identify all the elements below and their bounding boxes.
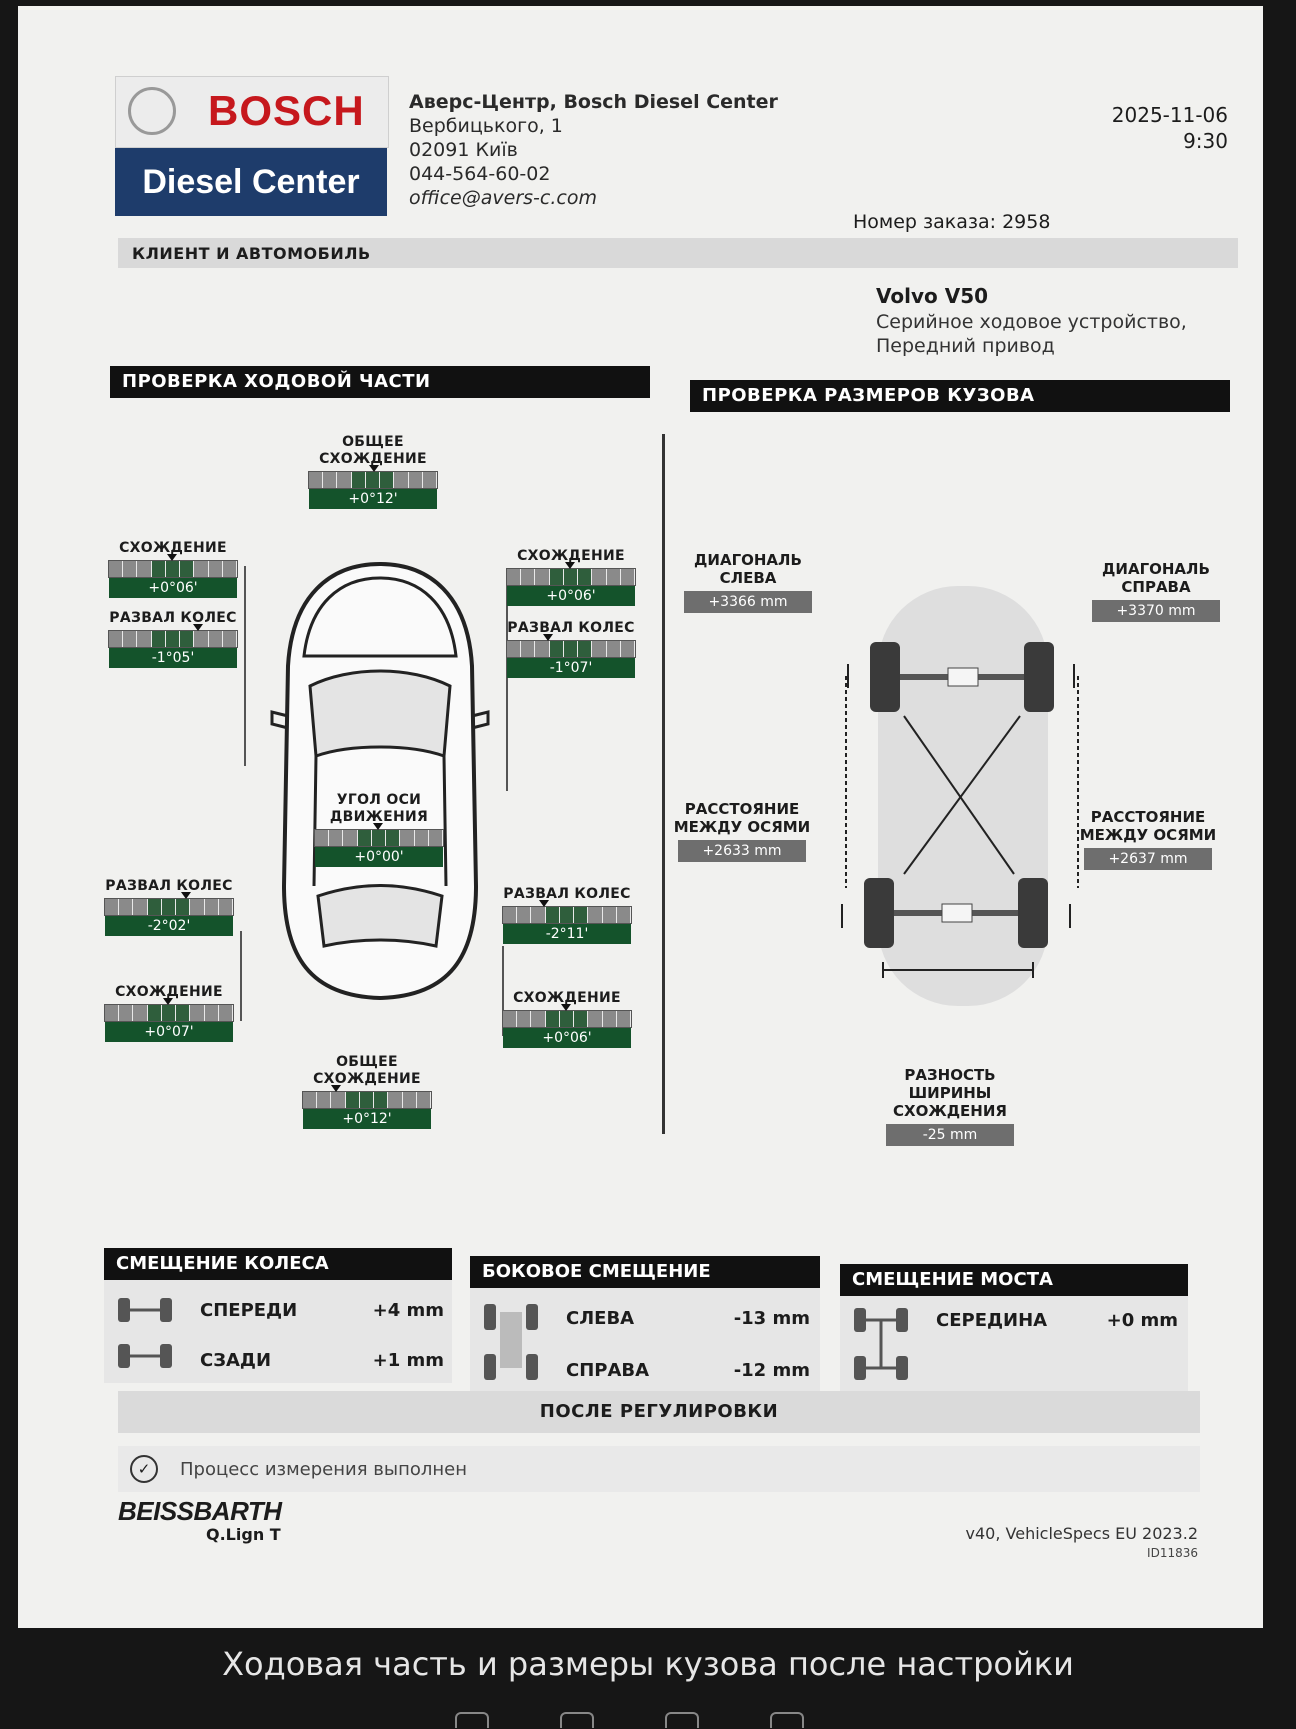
rear-right-camber-label: РАЗВАЛ КОЛЕС (503, 886, 631, 902)
lens-icon[interactable] (560, 1712, 594, 1728)
device-id: ID11836 (1147, 1546, 1198, 1560)
lateral-offset-right-label: СПРАВА (566, 1360, 650, 1381)
check-circle-icon: ✓ (130, 1455, 158, 1483)
rear-right-toe-label: СХОЖДЕНИЕ (513, 990, 621, 1006)
lateral-offset-right-value: -12 mm (733, 1360, 810, 1381)
bosch-armature-icon (128, 87, 176, 135)
client-vehicle-title: КЛИЕНТ И АВТОМОБИЛЬ (132, 244, 371, 263)
front-left-toe-value: +0°06' (109, 578, 237, 598)
front-right-toe-label: СХОЖДЕНИЕ (517, 548, 625, 564)
axle-offset-title: СМЕЩЕНИЕ МОСТА (840, 1264, 1188, 1296)
company-city: 02091 Київ (409, 139, 518, 161)
after-adjustment-bar: ПОСЛЕ РЕГУЛИРОВКИ (118, 1391, 1200, 1433)
thrust-angle-value: +0°00' (315, 847, 443, 867)
report-time: 9:30 (1183, 129, 1228, 153)
diagonal-left-value: +3366 mm (684, 591, 812, 613)
rear-left-toe-scale (104, 1004, 234, 1022)
track-width-difference-value: -25 mm (886, 1124, 1014, 1146)
rear-left-toe-label: СХОЖДЕНИЕ (115, 984, 223, 1000)
axle-offset-table (840, 1264, 1188, 1391)
front-total-toe-value: +0°12' (309, 489, 437, 509)
rear-total-toe-value: +0°12' (303, 1109, 431, 1129)
company-phone: 044-564-60-02 (409, 163, 551, 185)
front-left-toe-scale (108, 560, 238, 578)
rear-total-toe-scale (302, 1091, 432, 1109)
company-address (409, 90, 778, 210)
front-left-guide (244, 566, 246, 766)
rear-left-camber-value: -2°02' (105, 916, 233, 936)
lateral-offset-title: БОКОВОЕ СМЕЩЕНИЕ (470, 1256, 820, 1288)
track-width-difference-label: РАЗНОСТЬ ШИРИНЫ СХОЖДЕНИЯ (893, 1066, 1007, 1120)
wheel-offset-front-value: +4 mm (372, 1300, 444, 1321)
front-total-toe-scale (308, 471, 438, 489)
rear-left-toe (104, 984, 234, 1042)
track-width-difference (880, 1066, 1020, 1146)
lateral-offset-table (470, 1256, 820, 1391)
lateral-offset-left-value: -13 mm (733, 1308, 810, 1329)
rear-left-camber (104, 878, 234, 936)
front-left-camber-scale (108, 630, 238, 648)
order-number: Номер заказа: 2958 (853, 211, 1051, 233)
photo-caption: Ходовая часть и размеры кузова после настройки (222, 1645, 1074, 1683)
text-icon[interactable] (665, 1712, 699, 1728)
rear-right-toe-scale (502, 1010, 632, 1028)
axle-offset-center-value: +0 mm (1106, 1310, 1178, 1331)
lateral-offset-left-label: СЛЕВА (566, 1308, 635, 1329)
company-name: Аверс-Центр, Bosch Diesel Center (409, 91, 778, 113)
wheel-offset-table (104, 1248, 452, 1383)
report-date: 2025-11-06 (1111, 103, 1228, 127)
report-sheet (18, 6, 1263, 1628)
front-total-toe-label: ОБЩЕЕ СХОЖДЕНИЕ (319, 434, 427, 467)
front-right-camber (506, 620, 636, 678)
wheelbase-right (1078, 808, 1218, 870)
bosch-logo (115, 76, 389, 148)
wheelbase-left-label: РАССТОЯНИЕ МЕЖДУ ОСЯМИ (673, 800, 811, 836)
crop-icon[interactable] (770, 1712, 804, 1728)
rear-right-toe-value: +0°06' (503, 1028, 631, 1048)
wheel-offset-title: СМЕЩЕНИЕ КОЛЕСА (104, 1248, 452, 1280)
diagonal-left (678, 551, 818, 613)
rear-right-camber-value: -2°11' (503, 924, 631, 944)
front-left-toe-label: СХОЖДЕНИЕ (119, 540, 227, 556)
rear-left-guide (240, 931, 242, 1021)
client-vehicle-bar (118, 238, 1238, 268)
axle-offset-icon (850, 1302, 912, 1388)
front-right-camber-scale (506, 640, 636, 658)
wheel-offset-rear-value: +1 mm (372, 1350, 444, 1371)
section-divider (662, 434, 665, 1134)
axle-offset-center-label: СЕРЕДИНА (936, 1310, 1048, 1331)
rear-right-camber-scale (502, 906, 632, 924)
thrust-angle-scale (314, 829, 444, 847)
thrust-angle-label: УГОЛ ОСИ ДВИЖЕНИЯ (329, 792, 429, 825)
front-left-camber (108, 610, 238, 668)
rear-left-camber-label: РАЗВАЛ КОЛЕС (105, 878, 233, 894)
beissbarth-model: Q.Lign T (206, 1525, 281, 1544)
rear-right-toe (502, 990, 632, 1048)
bosch-wordmark: BOSCH (208, 87, 365, 134)
vehicle-description: Серийное ходовое устройство, Передний привод (876, 311, 1187, 357)
thrust-angle (314, 792, 444, 867)
lateral-offset-icon (480, 1298, 542, 1386)
search-icon[interactable] (455, 1712, 489, 1728)
rear-total-toe (302, 1054, 432, 1129)
diagonal-right-label: ДИАГОНАЛЬ СПРАВА (1102, 560, 1210, 596)
company-street: Вербицького, 1 (409, 115, 563, 137)
wheelbase-right-value: +2637 mm (1084, 848, 1212, 870)
vehicle-name: Volvo V50 (876, 284, 989, 308)
wheel-offset-icon (114, 1292, 176, 1374)
status-bar (118, 1446, 1200, 1492)
beissbarth-brand: BEISSBARTH (118, 1496, 282, 1526)
beissbarth-logo (118, 1496, 282, 1544)
wheelbase-left (672, 800, 812, 862)
rear-total-toe-label: ОБЩЕЕ СХОЖДЕНИЕ (313, 1054, 421, 1087)
front-right-toe-scale (506, 568, 636, 586)
body-section-title: ПРОВЕРКА РАЗМЕРОВ КУЗОВА (690, 380, 1230, 412)
front-right-camber-value: -1°07' (507, 658, 635, 678)
diagonal-right (1086, 560, 1226, 622)
chassis-section-title: ПРОВЕРКА ХОДОВОЙ ЧАСТИ (110, 366, 650, 398)
diagonal-right-value: +3370 mm (1092, 600, 1220, 622)
front-right-toe-value: +0°06' (507, 586, 635, 606)
wheel-offset-front-label: СПЕРЕДИ (200, 1300, 298, 1321)
front-left-camber-label: РАЗВАЛ КОЛЕС (109, 610, 237, 626)
rear-left-toe-value: +0°07' (105, 1022, 233, 1042)
rear-left-camber-scale (104, 898, 234, 916)
company-email: office@avers-c.com (409, 187, 597, 209)
wheelbase-right-label: РАССТОЯНИЕ МЕЖДУ ОСЯМИ (1079, 808, 1217, 844)
front-right-camber-label: РАЗВАЛ КОЛЕС (507, 620, 635, 636)
front-total-toe (308, 434, 438, 509)
diesel-center-logo: Diesel Center (115, 148, 387, 216)
wheel-offset-rear-label: СЗАДИ (200, 1350, 272, 1371)
front-left-camber-value: -1°05' (109, 648, 237, 668)
front-right-toe (506, 548, 636, 606)
report-datetime (1018, 102, 1228, 154)
rear-right-camber (502, 886, 632, 944)
wheelbase-left-value: +2633 mm (678, 840, 806, 862)
body-frame-diagram-icon (808, 576, 1098, 1016)
front-left-toe (108, 540, 238, 598)
status-text: Процесс измерения выполнен (180, 1459, 467, 1480)
front-right-guide (506, 581, 508, 791)
diagonal-left-label: ДИАГОНАЛЬ СЛЕВА (694, 551, 802, 587)
car-top-view-icon (270, 556, 490, 1006)
software-version: v40, VehicleSpecs EU 2023.2 (965, 1524, 1198, 1543)
